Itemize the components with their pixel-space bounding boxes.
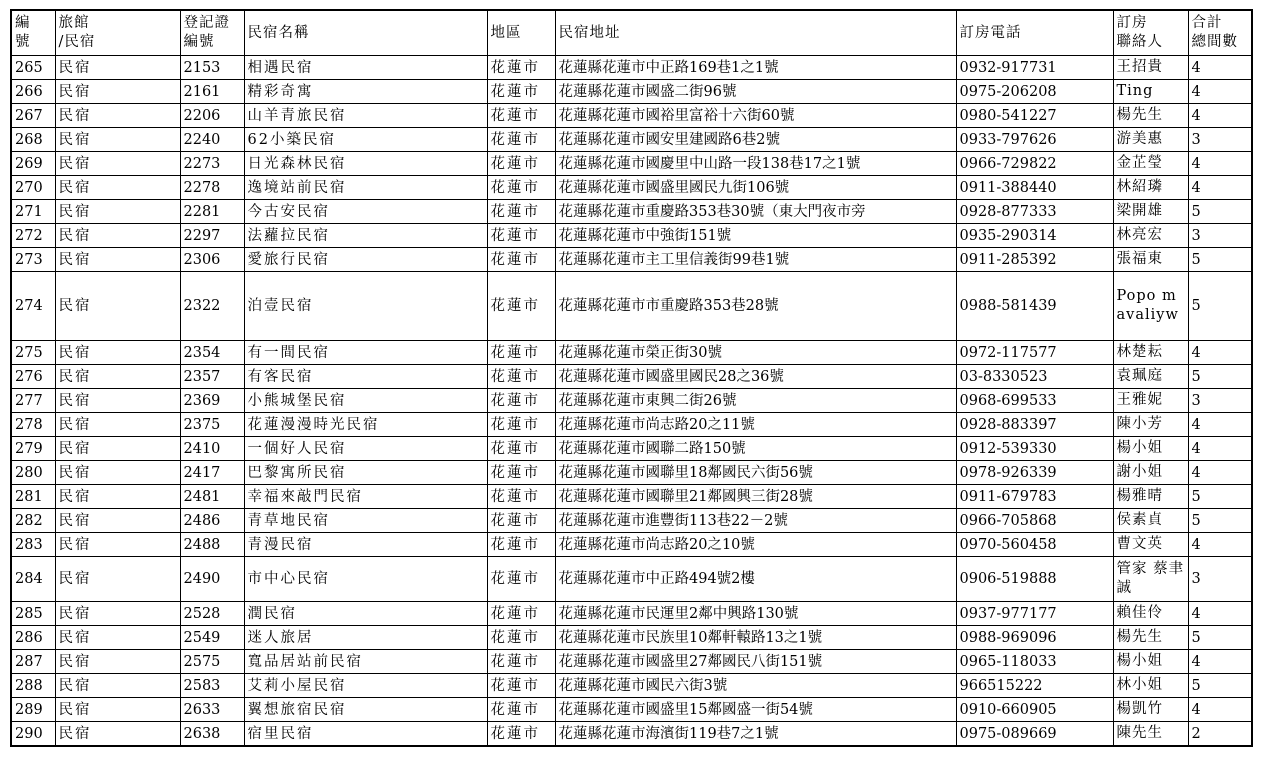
cell-name: 青漫民宿	[244, 533, 487, 557]
cell-reg: 2281	[180, 200, 244, 224]
header-reg: 登記證 編號	[180, 10, 244, 56]
cell-name: 相遇民宿	[244, 56, 487, 80]
cell-type: 民宿	[55, 128, 180, 152]
cell-addr: 花蓮縣花蓮市中正路169巷1之1號	[555, 56, 956, 80]
cell-name: 精彩奇寓	[244, 80, 487, 104]
cell-rooms: 2	[1188, 722, 1252, 747]
table-row	[11, 176, 1252, 200]
table-row	[11, 80, 1252, 104]
cell-reg: 2490	[180, 557, 244, 602]
cell-type: 民宿	[55, 626, 180, 650]
cell-name: 青草地民宿	[244, 509, 487, 533]
cell-area: 花蓮市	[487, 56, 555, 80]
header-phone: 訂房電話	[956, 10, 1113, 56]
cell-area: 花蓮市	[487, 248, 555, 272]
cell-area: 花蓮市	[487, 176, 555, 200]
cell-rooms: 4	[1188, 437, 1252, 461]
cell-addr: 花蓮縣花蓮市國盛里15鄰國盛一街54號	[555, 698, 956, 722]
cell-contact: 楊先生	[1113, 626, 1188, 650]
cell-no: 288	[11, 674, 55, 698]
cell-name: 逸境站前民宿	[244, 176, 487, 200]
cell-area: 花蓮市	[487, 437, 555, 461]
cell-name: 愛旅行民宿	[244, 248, 487, 272]
cell-phone: 0910-660905	[956, 698, 1113, 722]
cell-rooms: 4	[1188, 176, 1252, 200]
cell-name: 市中心民宿	[244, 557, 487, 602]
cell-contact: 曹文英	[1113, 533, 1188, 557]
cell-reg: 2417	[180, 461, 244, 485]
table-row	[11, 674, 1252, 698]
cell-area: 花蓮市	[487, 341, 555, 365]
cell-type: 民宿	[55, 248, 180, 272]
cell-addr: 花蓮縣花蓮市主工里信義街99巷1號	[555, 248, 956, 272]
cell-type: 民宿	[55, 602, 180, 626]
cell-reg: 2528	[180, 602, 244, 626]
cell-area: 花蓮市	[487, 674, 555, 698]
cell-contact: 陳先生	[1113, 722, 1188, 747]
cell-contact: 林紹璘	[1113, 176, 1188, 200]
cell-area: 花蓮市	[487, 650, 555, 674]
cell-contact: 林小姐	[1113, 674, 1188, 698]
cell-no: 287	[11, 650, 55, 674]
header-addr: 民宿地址	[555, 10, 956, 56]
cell-phone: 0980-541227	[956, 104, 1113, 128]
table-row	[11, 341, 1252, 365]
cell-area: 花蓮市	[487, 272, 555, 341]
cell-contact: 金芷瑩	[1113, 152, 1188, 176]
cell-contact: 楊凱竹	[1113, 698, 1188, 722]
cell-phone: 0911-388440	[956, 176, 1113, 200]
cell-contact: 梁開雄	[1113, 200, 1188, 224]
cell-addr: 花蓮縣花蓮市國盛里國民28之36號	[555, 365, 956, 389]
cell-addr: 花蓮縣花蓮市國聯里21鄰國興三街28號	[555, 485, 956, 509]
cell-reg: 2633	[180, 698, 244, 722]
cell-phone: 0978-926339	[956, 461, 1113, 485]
cell-addr: 花蓮縣花蓮市國民六街3號	[555, 674, 956, 698]
cell-no: 286	[11, 626, 55, 650]
cell-name: 巴黎寓所民宿	[244, 461, 487, 485]
cell-name: 艾莉小屋民宿	[244, 674, 487, 698]
cell-reg: 2306	[180, 248, 244, 272]
header-rooms: 合計 總間數	[1188, 10, 1252, 56]
cell-name: 一個好人民宿	[244, 437, 487, 461]
cell-addr: 花蓮縣花蓮市重慶路353巷30號（東大門夜市旁	[555, 200, 956, 224]
cell-contact: 楊先生	[1113, 104, 1188, 128]
cell-no: 281	[11, 485, 55, 509]
cell-addr: 花蓮縣花蓮市國盛二街96號	[555, 80, 956, 104]
table-row	[11, 56, 1252, 80]
table-row	[11, 626, 1252, 650]
cell-area: 花蓮市	[487, 509, 555, 533]
cell-rooms: 3	[1188, 557, 1252, 602]
cell-reg: 2161	[180, 80, 244, 104]
cell-contact: 楊小姐	[1113, 650, 1188, 674]
cell-reg: 2488	[180, 533, 244, 557]
table-row	[11, 461, 1252, 485]
cell-area: 花蓮市	[487, 224, 555, 248]
cell-no: 267	[11, 104, 55, 128]
cell-type: 民宿	[55, 674, 180, 698]
cell-name: 泊壹民宿	[244, 272, 487, 341]
cell-type: 民宿	[55, 722, 180, 747]
cell-rooms: 5	[1188, 365, 1252, 389]
cell-contact: 侯素貞	[1113, 509, 1188, 533]
cell-no: 282	[11, 509, 55, 533]
cell-reg: 2322	[180, 272, 244, 341]
table-row	[11, 650, 1252, 674]
cell-area: 花蓮市	[487, 365, 555, 389]
cell-reg: 2549	[180, 626, 244, 650]
cell-reg: 2278	[180, 176, 244, 200]
cell-phone: 0988-969096	[956, 626, 1113, 650]
header-area: 地區	[487, 10, 555, 56]
cell-reg: 2638	[180, 722, 244, 747]
cell-rooms: 5	[1188, 485, 1252, 509]
cell-phone: 0911-679783	[956, 485, 1113, 509]
table-row	[11, 698, 1252, 722]
header-name: 民宿名稱	[244, 10, 487, 56]
cell-name: 62小築民宿	[244, 128, 487, 152]
cell-addr: 花蓮縣花蓮市國安里建國路6巷2號	[555, 128, 956, 152]
header-row	[11, 10, 1252, 56]
cell-area: 花蓮市	[487, 557, 555, 602]
cell-reg: 2273	[180, 152, 244, 176]
cell-contact: 張福東	[1113, 248, 1188, 272]
cell-addr: 花蓮縣花蓮市國慶里中山路一段138巷17之1號	[555, 152, 956, 176]
cell-contact: 游美惠	[1113, 128, 1188, 152]
cell-area: 花蓮市	[487, 200, 555, 224]
table-row	[11, 413, 1252, 437]
cell-rooms: 4	[1188, 602, 1252, 626]
cell-phone: 0928-883397	[956, 413, 1113, 437]
cell-type: 民宿	[55, 698, 180, 722]
cell-rooms: 4	[1188, 104, 1252, 128]
cell-reg: 2575	[180, 650, 244, 674]
cell-contact: 謝小姐	[1113, 461, 1188, 485]
table-row	[11, 248, 1252, 272]
cell-area: 花蓮市	[487, 533, 555, 557]
cell-rooms: 5	[1188, 674, 1252, 698]
table-row	[11, 128, 1252, 152]
cell-type: 民宿	[55, 650, 180, 674]
cell-contact: Popo mavaliyw	[1113, 272, 1188, 341]
cell-area: 花蓮市	[487, 389, 555, 413]
cell-rooms: 4	[1188, 56, 1252, 80]
table-row	[11, 365, 1252, 389]
cell-area: 花蓮市	[487, 485, 555, 509]
cell-rooms: 4	[1188, 533, 1252, 557]
cell-addr: 花蓮縣花蓮市國裕里富裕十六街60號	[555, 104, 956, 128]
cell-reg: 2375	[180, 413, 244, 437]
cell-name: 有客民宿	[244, 365, 487, 389]
cell-reg: 2297	[180, 224, 244, 248]
cell-no: 268	[11, 128, 55, 152]
cell-no: 290	[11, 722, 55, 747]
cell-name: 法蘿拉民宿	[244, 224, 487, 248]
cell-contact: 林楚耘	[1113, 341, 1188, 365]
cell-name: 花蓮漫漫時光民宿	[244, 413, 487, 437]
cell-reg: 2410	[180, 437, 244, 461]
cell-name: 迷人旅居	[244, 626, 487, 650]
cell-addr: 花蓮縣花蓮市國盛里27鄰國民八街151號	[555, 650, 956, 674]
cell-no: 265	[11, 56, 55, 80]
table-row	[11, 272, 1252, 341]
cell-name: 翼想旅宿民宿	[244, 698, 487, 722]
table-row	[11, 557, 1252, 602]
cell-type: 民宿	[55, 389, 180, 413]
cell-type: 民宿	[55, 80, 180, 104]
cell-no: 275	[11, 341, 55, 365]
cell-addr: 花蓮縣花蓮市進豐街113巷22－2號	[555, 509, 956, 533]
cell-type: 民宿	[55, 224, 180, 248]
cell-contact: 管家 蔡聿誠	[1113, 557, 1188, 602]
cell-phone: 0935-290314	[956, 224, 1113, 248]
cell-addr: 花蓮縣花蓮市海濱街119巷7之1號	[555, 722, 956, 747]
cell-contact: 楊雅晴	[1113, 485, 1188, 509]
cell-name: 山羊青旅民宿	[244, 104, 487, 128]
table-row	[11, 224, 1252, 248]
cell-phone: 0928-877333	[956, 200, 1113, 224]
cell-rooms: 4	[1188, 80, 1252, 104]
cell-type: 民宿	[55, 176, 180, 200]
table-row	[11, 437, 1252, 461]
cell-phone: 0975-206208	[956, 80, 1113, 104]
cell-rooms: 5	[1188, 626, 1252, 650]
cell-reg: 2583	[180, 674, 244, 698]
cell-area: 花蓮市	[487, 461, 555, 485]
cell-reg: 2486	[180, 509, 244, 533]
cell-phone: 0911-285392	[956, 248, 1113, 272]
cell-addr: 花蓮縣花蓮市中強街151號	[555, 224, 956, 248]
cell-rooms: 4	[1188, 341, 1252, 365]
table-row	[11, 389, 1252, 413]
cell-reg: 2240	[180, 128, 244, 152]
cell-type: 民宿	[55, 509, 180, 533]
cell-phone: 0965-118033	[956, 650, 1113, 674]
bnb-registry-table	[10, 9, 1253, 747]
cell-name: 日光森林民宿	[244, 152, 487, 176]
cell-rooms: 4	[1188, 152, 1252, 176]
cell-type: 民宿	[55, 413, 180, 437]
cell-addr: 花蓮縣花蓮市榮正街30號	[555, 341, 956, 365]
cell-name: 今古安民宿	[244, 200, 487, 224]
cell-rooms: 5	[1188, 509, 1252, 533]
cell-no: 283	[11, 533, 55, 557]
cell-phone: 0975-089669	[956, 722, 1113, 747]
cell-name: 宿里民宿	[244, 722, 487, 747]
cell-rooms: 3	[1188, 128, 1252, 152]
cell-addr: 花蓮縣花蓮市國盛里國民九街106號	[555, 176, 956, 200]
cell-area: 花蓮市	[487, 80, 555, 104]
cell-phone: 0966-705868	[956, 509, 1113, 533]
cell-type: 民宿	[55, 365, 180, 389]
cell-phone: 03-8330523	[956, 365, 1113, 389]
cell-phone: 966515222	[956, 674, 1113, 698]
cell-reg: 2354	[180, 341, 244, 365]
cell-contact: 楊小姐	[1113, 437, 1188, 461]
cell-rooms: 5	[1188, 248, 1252, 272]
cell-name: 潤民宿	[244, 602, 487, 626]
cell-addr: 花蓮縣花蓮市東興二街26號	[555, 389, 956, 413]
header-contact: 訂房 聯絡人	[1113, 10, 1188, 56]
cell-contact: Ting	[1113, 80, 1188, 104]
cell-no: 279	[11, 437, 55, 461]
cell-area: 花蓮市	[487, 626, 555, 650]
cell-phone: 0988-581439	[956, 272, 1113, 341]
cell-no: 269	[11, 152, 55, 176]
cell-rooms: 4	[1188, 413, 1252, 437]
cell-reg: 2481	[180, 485, 244, 509]
cell-addr: 花蓮縣花蓮市中正路494號2樓	[555, 557, 956, 602]
cell-phone: 0906-519888	[956, 557, 1113, 602]
cell-addr: 花蓮縣花蓮市國聯二路150號	[555, 437, 956, 461]
cell-phone: 0912-539330	[956, 437, 1113, 461]
cell-rooms: 5	[1188, 272, 1252, 341]
cell-no: 270	[11, 176, 55, 200]
header-no: 編 號	[11, 10, 55, 56]
cell-area: 花蓮市	[487, 152, 555, 176]
cell-no: 278	[11, 413, 55, 437]
cell-no: 266	[11, 80, 55, 104]
cell-no: 289	[11, 698, 55, 722]
cell-phone: 0937-977177	[956, 602, 1113, 626]
cell-contact: 王招貴	[1113, 56, 1188, 80]
cell-no: 271	[11, 200, 55, 224]
cell-no: 280	[11, 461, 55, 485]
cell-no: 284	[11, 557, 55, 602]
cell-reg: 2369	[180, 389, 244, 413]
cell-rooms: 3	[1188, 389, 1252, 413]
table-row	[11, 533, 1252, 557]
cell-type: 民宿	[55, 152, 180, 176]
cell-no: 277	[11, 389, 55, 413]
cell-reg: 2357	[180, 365, 244, 389]
cell-area: 花蓮市	[487, 722, 555, 747]
cell-rooms: 5	[1188, 200, 1252, 224]
cell-contact: 賴佳伶	[1113, 602, 1188, 626]
cell-rooms: 3	[1188, 224, 1252, 248]
cell-no: 272	[11, 224, 55, 248]
cell-type: 民宿	[55, 200, 180, 224]
cell-rooms: 4	[1188, 698, 1252, 722]
cell-no: 276	[11, 365, 55, 389]
cell-phone: 0972-117577	[956, 341, 1113, 365]
cell-name: 有一間民宿	[244, 341, 487, 365]
cell-area: 花蓮市	[487, 104, 555, 128]
cell-area: 花蓮市	[487, 128, 555, 152]
cell-addr: 花蓮縣花蓮市尚志路20之10號	[555, 533, 956, 557]
table-row	[11, 104, 1252, 128]
cell-addr: 花蓮縣花蓮市民運里2鄰中興路130號	[555, 602, 956, 626]
cell-phone: 0933-797626	[956, 128, 1113, 152]
cell-rooms: 4	[1188, 461, 1252, 485]
cell-phone: 0966-729822	[956, 152, 1113, 176]
table-row	[11, 509, 1252, 533]
cell-area: 花蓮市	[487, 413, 555, 437]
cell-type: 民宿	[55, 56, 180, 80]
cell-type: 民宿	[55, 437, 180, 461]
cell-type: 民宿	[55, 557, 180, 602]
cell-rooms: 4	[1188, 650, 1252, 674]
cell-contact: 陳小芳	[1113, 413, 1188, 437]
table-row	[11, 722, 1252, 747]
cell-addr: 花蓮縣花蓮市市重慶路353巷28號	[555, 272, 956, 341]
cell-type: 民宿	[55, 485, 180, 509]
cell-no: 273	[11, 248, 55, 272]
cell-type: 民宿	[55, 272, 180, 341]
cell-phone: 0970-560458	[956, 533, 1113, 557]
cell-name: 寬品居站前民宿	[244, 650, 487, 674]
cell-phone: 0968-699533	[956, 389, 1113, 413]
cell-type: 民宿	[55, 533, 180, 557]
table-row	[11, 602, 1252, 626]
cell-reg: 2206	[180, 104, 244, 128]
cell-reg: 2153	[180, 56, 244, 80]
header-type: 旅館 /民宿	[55, 10, 180, 56]
cell-name: 幸福來敲門民宿	[244, 485, 487, 509]
cell-area: 花蓮市	[487, 698, 555, 722]
cell-addr: 花蓮縣花蓮市民族里10鄰軒轅路13之1號	[555, 626, 956, 650]
cell-type: 民宿	[55, 461, 180, 485]
cell-no: 285	[11, 602, 55, 626]
cell-no: 274	[11, 272, 55, 341]
cell-contact: 王雅妮	[1113, 389, 1188, 413]
cell-addr: 花蓮縣花蓮市國聯里18鄰國民六街56號	[555, 461, 956, 485]
cell-contact: 林亮宏	[1113, 224, 1188, 248]
cell-area: 花蓮市	[487, 602, 555, 626]
table-row	[11, 200, 1252, 224]
cell-type: 民宿	[55, 104, 180, 128]
cell-addr: 花蓮縣花蓮市尚志路20之11號	[555, 413, 956, 437]
cell-type: 民宿	[55, 341, 180, 365]
table-row	[11, 152, 1252, 176]
cell-phone: 0932-917731	[956, 56, 1113, 80]
cell-contact: 袁珮庭	[1113, 365, 1188, 389]
table-row	[11, 485, 1252, 509]
cell-name: 小熊城堡民宿	[244, 389, 487, 413]
